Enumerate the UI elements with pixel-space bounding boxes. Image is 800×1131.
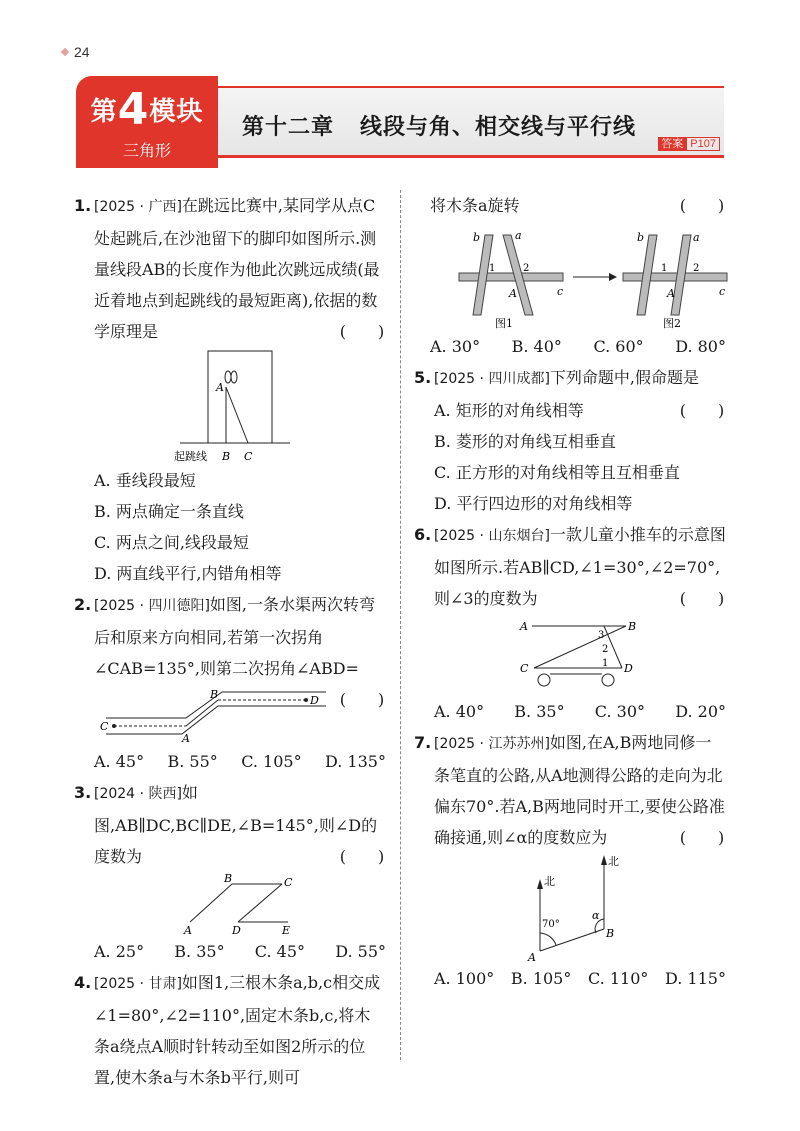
option-b: B. 菱形的对角线互相垂直 [434,432,616,451]
options-row [434,963,726,994]
question-stem: 如图,在A,B两地同修一条笔直的公路,从A地测得公路的走向为北偏东70°.若A,B两地同时开工,要使公路准确接通,则∠α的度数应为 [434,733,725,847]
answer-blank: ( ) [679,401,725,420]
module-title: 第4模块 [90,84,204,135]
answer-blank: ( ) [339,847,385,866]
question-stem: 在跳远比赛中,某同学从点C处起跳后,在沙池留下的脚印如图所示.测量线段AB的长度作为他此次跳远成绩(最近着地点到起跳线的最短距离),依据的数学原理是 [94,196,380,341]
question-4-continued [414,190,726,362]
answer-blank: ( ) [679,589,725,608]
option-a: A. 30° [430,337,481,356]
label-2: 2 [523,263,530,274]
question-stem: 如图1,三根木条a,b,c相交成∠1=80°,∠2=110°,固定木条b,c,将木条a绕点A顺时针转动至如图2所示的位置,使木条a与木条b平行,则可 [94,973,381,1087]
option-d: D. 80° [675,337,726,356]
module-subtitle: 三角形 [122,141,171,160]
chapter-header [218,88,724,158]
question-4: 4. [2025 · 甘肃]如图1,三根木条a,b,c相交成∠1=80°,∠2=110°,固定木条b,c,将木条a绕点A顺时针转动至如图2所示的位置,使木条a与木条b平行,则可 [74,973,381,1087]
option-c: C. 两点之间,线段最短 [94,533,249,552]
question-6: 6. [2025 · 山东烟台]一款儿童小推车的示意图如图所示.若AB∥CD,∠1=30°,∠2=70°,则∠3的度数为 ( ) A B C D 3 2 1 A. 40° B. 35° C. 30° D. 20° [414,519,726,727]
label-a: A [216,381,224,394]
label-1: 1 [602,658,609,669]
label-a: A [182,732,190,745]
q1-figure [160,347,320,465]
options-row [94,746,386,777]
label-d: D [310,694,319,707]
q7-figure [500,853,660,963]
question-3: 3. [2024 · 陕西]如图,AB∥DC,BC∥DE,∠B=145°,则∠D的度数为 ( ) A B C D E A. 25° B. 35° C. 45° D. 55° [74,777,386,967]
option-c: C. 正方形的对角线相等且互相垂直 [434,463,680,482]
label-1: 1 [489,263,496,274]
option-a: A. 矩形的对角线相等 [434,401,584,420]
label-b: B [606,927,615,940]
label-3: 3 [598,630,605,641]
option-d: D. 20° [675,702,726,721]
label-b: b [473,231,481,244]
option-a: A. 100° [434,969,495,988]
label-1b: 1 [661,263,668,274]
label-c: C [100,720,109,733]
question-1: 1. [2025 · 广西]在跳远比赛中,某同学从点C处起跳后,在沙池留下的脚印如图所示.测量线段AB的长度作为他此次跳远成绩(最近着地点到起跳线的最短距离),依据的数学原理是 ( ) A 起跳线 B C A. 垂线段最短 B. 两点确定一条直线 C. 两点之间,线段最短 D. 两直线平行,内错角相等 [74,190,386,589]
answer-blank: ( ) [339,322,385,341]
label-a: A [184,924,192,937]
label-d: D [624,662,633,675]
question-7: 7. [2025 · 江苏苏州]如图,在A,B两地同修一条笔直的公路,从A地测得公路的走向为北偏东70°.若A,B两地同时开工,要使公路准确接通,则∠α的度数应为 ( ) 北 北 70° α A B A. 100° B. 105° C. 110° D. 115° [414,727,726,994]
question-5: 5. [2025 · 四川成都]下列命题中,假命题是 ( ) A. 矩形的对角线相等 B. 菱形的对角线互相垂直 C. 正方形的对角线相等且互相垂直 D. 平行四边形的对角线相等 [414,362,726,519]
question-stem: 一款儿童小推车的示意图如图所示.若AB∥CD,∠1=30°,∠2=70°,则∠3的度数为 [434,525,726,608]
label-e: E [282,924,291,937]
option-b: B. 40° [511,337,562,356]
q2-figure [96,684,336,746]
label-a: a [515,229,522,242]
label-start-line: 起跳线 [174,450,207,463]
option-a: A. 45° [94,752,145,771]
q4-figure [433,221,726,331]
label-alpha: α [592,909,600,922]
option-d: D. 135° [325,752,386,771]
question-stem-continued: 将木条a旋转 [430,196,520,215]
label-a2: a [693,231,700,244]
label-north1: 北 [544,875,555,888]
option-b: B. 35° [174,942,225,961]
label-c: C [244,450,253,463]
left-column [74,190,386,1093]
option-d: D. 平行四边形的对角线相等 [434,494,633,513]
options-row [430,331,726,362]
right-column [414,190,726,994]
option-c: C. 105° [241,752,302,771]
label-b: B [224,872,233,885]
label-fig1: 图1 [495,317,513,330]
option-a: A. 25° [94,942,145,961]
label-pt2: A [667,287,675,300]
answer-reference: 答案 P107 [658,135,720,151]
label-pt: A [509,287,517,300]
answer-blank: ( ) [339,690,385,709]
column-divider [400,190,401,1060]
option-c: C. 110° [587,969,649,988]
question-stem: 如图,AB∥DC,BC∥DE,∠B=145°,则∠D的度数为 [94,783,378,866]
option-b: B. 105° [510,969,572,988]
page-number: 24 [62,44,90,60]
question-stem: 下列命题中,假命题是 [549,368,699,387]
label-c: c [557,285,564,298]
option-b: B. 35° [514,702,565,721]
label-fig2: 图2 [663,317,681,330]
option-b: B. 55° [167,752,218,771]
label-b2: b [637,231,645,244]
q6-figure [500,614,660,696]
module-badge [76,76,218,168]
label-north2: 北 [608,855,619,868]
label-b: B [222,450,231,463]
options-row [434,696,726,727]
option-a: A. 40° [434,702,485,721]
label-d: D [232,924,241,937]
option-c: C. 60° [593,337,644,356]
option-c: C. 30° [594,702,645,721]
q3-figure [160,872,320,936]
option-d: D. 两直线平行,内错角相等 [94,564,282,583]
option-d: D. 115° [665,969,726,988]
label-b: B [210,688,219,701]
option-a: A. 垂线段最短 [94,471,196,490]
answer-blank: ( ) [679,828,725,847]
label-c: C [284,876,293,889]
question-2: 2. [2025 · 四川德阳]如图,一条水渠两次转弯后和原来方向相同,若第一次拐角∠CAB=135°,则第二次拐角∠ABD= ( ) C A B D A. 45° B. 55° C. 105° D. 135° [74,589,386,777]
label-70: 70° [542,919,560,930]
label-c: C [520,662,529,675]
option-b: B. 两点确定一条直线 [94,502,244,521]
question-stem: 如图,一条水渠两次转弯后和原来方向相同,若第一次拐角∠CAB=135°,则第二次拐角∠ABD= [94,595,375,678]
label-a: A [520,620,528,633]
option-c: C. 45° [254,942,305,961]
diamond-icon [61,48,69,56]
answer-blank: ( ) [679,196,725,215]
label-c2: c [719,285,726,298]
label-a: A [528,951,536,964]
label-2: 2 [602,644,609,655]
options-row [94,936,386,967]
label-b: B [628,620,637,633]
chapter-title: 第十二章 线段与角、相交线与平行线 [242,115,637,140]
label-2b: 2 [693,263,700,274]
option-d: D. 55° [335,942,386,961]
